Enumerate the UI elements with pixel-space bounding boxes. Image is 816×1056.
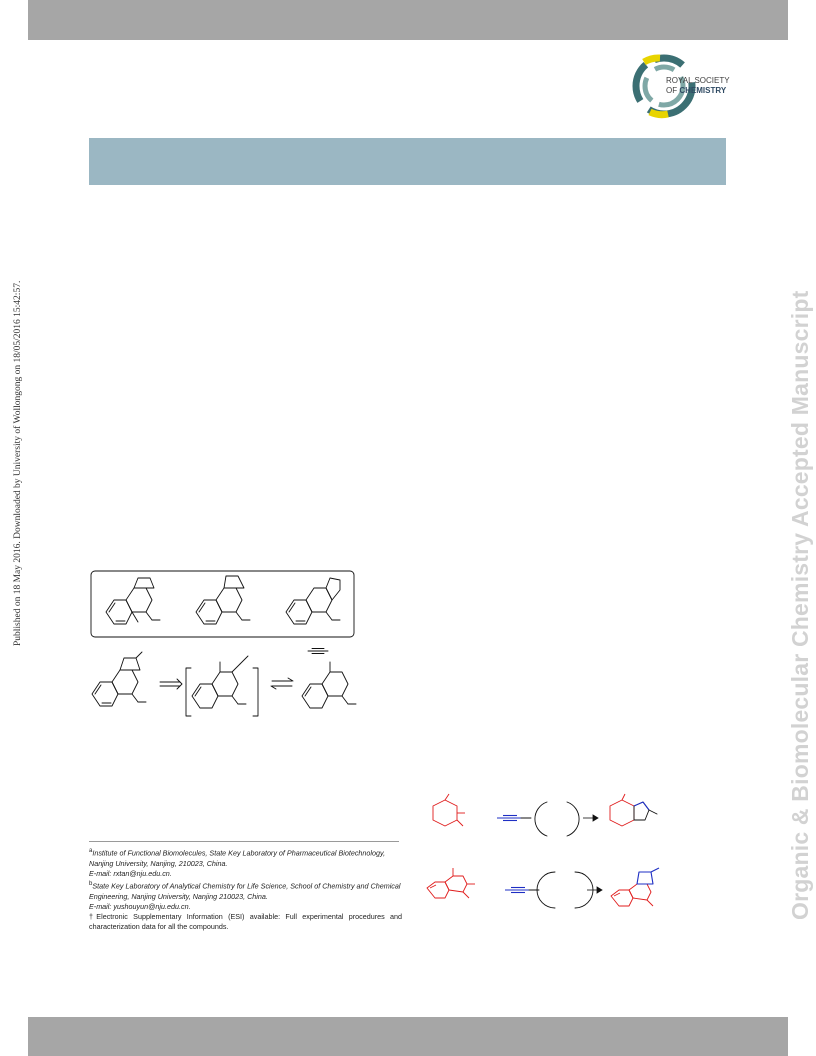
published-note: Published on 18 May 2016. Downloaded by University of Wollongong on 18/05/2016 15:42:57. xyxy=(13,280,23,646)
reaction-row-1 xyxy=(433,794,657,836)
esi-note: †Electronic Supplementary Information (ESI) available: Full experimental procedures and characterization data for all the compounds. xyxy=(89,912,402,932)
structure-4 xyxy=(302,662,356,708)
structure-1a xyxy=(106,578,160,624)
logo-line-1: ROYAL SOCIETY xyxy=(666,76,730,85)
footnotes xyxy=(89,846,402,932)
structure-3 xyxy=(192,656,248,708)
scheme-1-figure xyxy=(88,568,360,718)
footnote-b-affiliation: State Key Laboratory of Analytical Chemistry for Life Science, School of Chemistry and Chemical Engineering, Nanjing University, Nanjing 210023, China. xyxy=(89,881,401,901)
footnote-rule xyxy=(89,841,399,842)
accepted-manuscript-watermark: Organic & Biomolecular Chemistry Accepted Manuscript xyxy=(787,290,813,920)
header-bar xyxy=(28,0,788,40)
footnote-a-marker: a xyxy=(89,848,93,854)
footnote-b-email xyxy=(89,902,402,912)
footnote-a xyxy=(89,846,402,869)
structure-2 xyxy=(92,652,146,706)
footnote-a-email-text: E-mail: rxtan@nju.edu.cn. xyxy=(89,868,172,878)
scheme-2-figure xyxy=(425,794,670,924)
structure-1b xyxy=(196,576,250,624)
footnote-b xyxy=(89,879,402,902)
logo-line-2: OF xyxy=(666,86,678,95)
footnote-a-email xyxy=(89,869,402,879)
reaction-row-2 xyxy=(427,868,659,908)
footnote-b-email-text: E-mail: yushouyun@nju.edu.cn. xyxy=(89,901,191,911)
title-band xyxy=(89,138,726,185)
rsc-logo-text xyxy=(666,76,730,96)
footer-bar xyxy=(28,1017,788,1056)
footnote-b-marker: b xyxy=(89,881,93,887)
footnote-a-affiliation: Institute of Functional Biomolecules, State Key Laboratory of Pharmaceutical Biotechnology, Nanjing University, Nanjing, 210023, China. xyxy=(89,848,386,868)
logo-line-3: CHEMISTRY xyxy=(679,86,727,95)
structure-1c xyxy=(286,578,340,624)
